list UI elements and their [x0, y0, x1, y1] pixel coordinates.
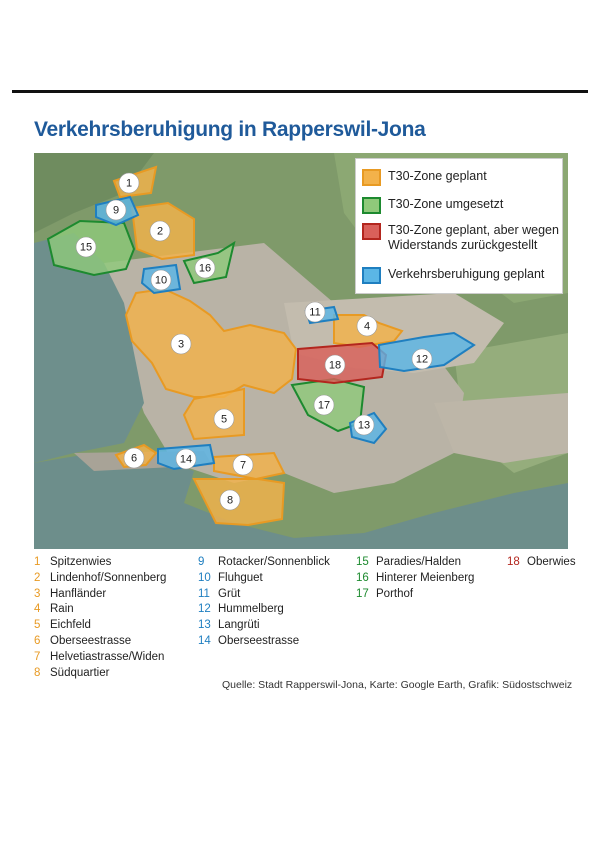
top-rule [12, 90, 588, 93]
zone-badge-12[interactable] [412, 349, 432, 369]
list-name: Hanfländer [50, 587, 107, 600]
zone-badge-13[interactable] [354, 415, 374, 435]
list-num: 4 [34, 603, 41, 616]
list-name: Oberseestrasse [218, 634, 300, 647]
list-item [34, 571, 166, 587]
list-num: 17 [356, 587, 369, 600]
zone-badge-number: 7 [239, 459, 247, 472]
zone-badge-number: 10 [154, 274, 168, 287]
list-name: Oberwies [527, 556, 576, 568]
list-item [356, 555, 474, 571]
zone-badge-14[interactable] [176, 449, 196, 469]
zone-badge-1[interactable] [119, 173, 139, 193]
zone-badge-17[interactable] [314, 395, 334, 415]
list-item [507, 555, 576, 571]
zone-list-blue [198, 555, 330, 650]
list-name: Südquartier [50, 666, 110, 679]
list-num: 7 [34, 650, 41, 663]
list-num: 10 [198, 571, 211, 584]
list-num: 3 [34, 587, 41, 600]
list-item [34, 587, 166, 603]
zone-badge-number: 1 [125, 177, 133, 190]
zone-badge-number: 2 [156, 225, 164, 238]
source-credit: Quelle: Stadt Rapperswil-Jona, Karte: Google Earth, Grafik: Südostschweiz [222, 679, 573, 691]
list-num: 8 [34, 666, 41, 679]
list-item [34, 650, 166, 666]
zone-list-orange [34, 555, 166, 681]
list-item [34, 634, 166, 650]
zone-badge-16[interactable] [195, 258, 215, 278]
map [34, 153, 568, 549]
zone-badge-2[interactable] [150, 221, 170, 241]
list-num: 1 [34, 556, 41, 568]
legend-item-planned [362, 169, 487, 186]
zone-badge-number: 13 [357, 419, 371, 432]
list-item [34, 555, 166, 571]
legend-label: T30-Zone umgesetzt [388, 197, 504, 211]
list-num: 2 [34, 571, 41, 584]
list-name: Rotacker/Sonnenblick [218, 556, 330, 568]
zone-badge-number: 14 [179, 453, 193, 466]
list-name: Paradies/Halden [376, 556, 462, 568]
zone-badge-3[interactable] [171, 334, 191, 354]
list-num: 16 [356, 571, 369, 584]
list-name: Rain [50, 603, 74, 616]
list-item [198, 571, 330, 587]
map-legend [355, 158, 563, 294]
zone-badge-10[interactable] [151, 270, 171, 290]
zone-badge-4[interactable] [357, 316, 377, 336]
zone-badge-number: 18 [328, 359, 342, 372]
list-name: Hummelberg [218, 603, 284, 616]
list-item [198, 602, 330, 618]
legend-item-calming [362, 267, 544, 284]
list-item [198, 555, 330, 571]
list-name: Eichfeld [50, 619, 91, 632]
zone-badge-8[interactable] [220, 490, 240, 510]
legend-label: Verkehrsberuhigung geplant [388, 267, 545, 281]
list-name: Grüt [218, 587, 241, 600]
legend-label-line2: Widerstands zurückgestellt [388, 238, 538, 252]
legend-swatch-red [362, 223, 381, 240]
zone-list-green [356, 555, 474, 602]
list-name: Fluhguet [218, 571, 263, 584]
list-num: 6 [34, 634, 41, 647]
legend-item-deferred [362, 223, 559, 253]
list-num: 11 [198, 587, 210, 600]
zone-badge-11[interactable] [305, 302, 325, 322]
list-num: 13 [198, 619, 211, 632]
list-num: 15 [356, 556, 369, 568]
list-item [198, 634, 330, 650]
page-title: Verkehrsberuhigung in Rapperswil-Jona [34, 118, 426, 141]
list-item [198, 618, 330, 634]
list-num: 12 [198, 603, 211, 616]
zone-badge-number: 12 [415, 353, 429, 366]
zone-badge-5[interactable] [214, 409, 234, 429]
zone-badge-number: 17 [317, 399, 331, 412]
zone-badge-number: 8 [226, 494, 234, 507]
legend-label-line1: T30-Zone geplant, aber wegen [388, 223, 559, 237]
list-name: Hinterer Meienberg [376, 571, 475, 584]
list-num: 5 [34, 619, 41, 632]
zone-badge-number: 4 [363, 320, 371, 333]
legend-swatch-blue [362, 267, 381, 284]
list-item [198, 587, 330, 603]
list-num: 18 [507, 556, 520, 568]
list-name: Helvetiastrasse/Widen [50, 650, 165, 663]
zone-badge-number: 15 [79, 241, 93, 254]
legend-item-implemented [362, 197, 503, 214]
list-item [34, 602, 166, 618]
list-item [34, 618, 166, 634]
list-name: Langrüti [218, 619, 260, 632]
zone-badge-6[interactable] [124, 448, 144, 468]
list-name: Oberseestrasse [50, 634, 132, 647]
legend-label [388, 223, 559, 253]
zone-badge-15[interactable] [76, 237, 96, 257]
zone-badge-number: 11 [309, 306, 321, 319]
zone-badge-number: 3 [177, 338, 185, 351]
zone-list-red [507, 555, 576, 571]
legend-swatch-orange [362, 169, 381, 186]
zone-badge-7[interactable] [233, 455, 253, 475]
zone-badge-number: 16 [198, 262, 212, 275]
list-num: 9 [198, 556, 205, 568]
zone-badge-number: 9 [112, 204, 120, 217]
list-name: Porthof [376, 587, 414, 600]
list-name: Spitzenwies [50, 556, 112, 568]
list-item [356, 587, 474, 603]
legend-swatch-green [362, 197, 381, 214]
list-item [356, 571, 474, 587]
legend-label: T30-Zone geplant [388, 169, 487, 183]
list-name: Lindenhof/Sonnenberg [50, 571, 167, 584]
list-num: 14 [198, 634, 211, 647]
zone-badge-9[interactable] [106, 200, 126, 220]
zone-badge-18[interactable] [325, 355, 345, 375]
zone-badge-number: 6 [130, 452, 138, 465]
zone-badge-number: 5 [220, 413, 228, 426]
list-item [34, 666, 166, 682]
